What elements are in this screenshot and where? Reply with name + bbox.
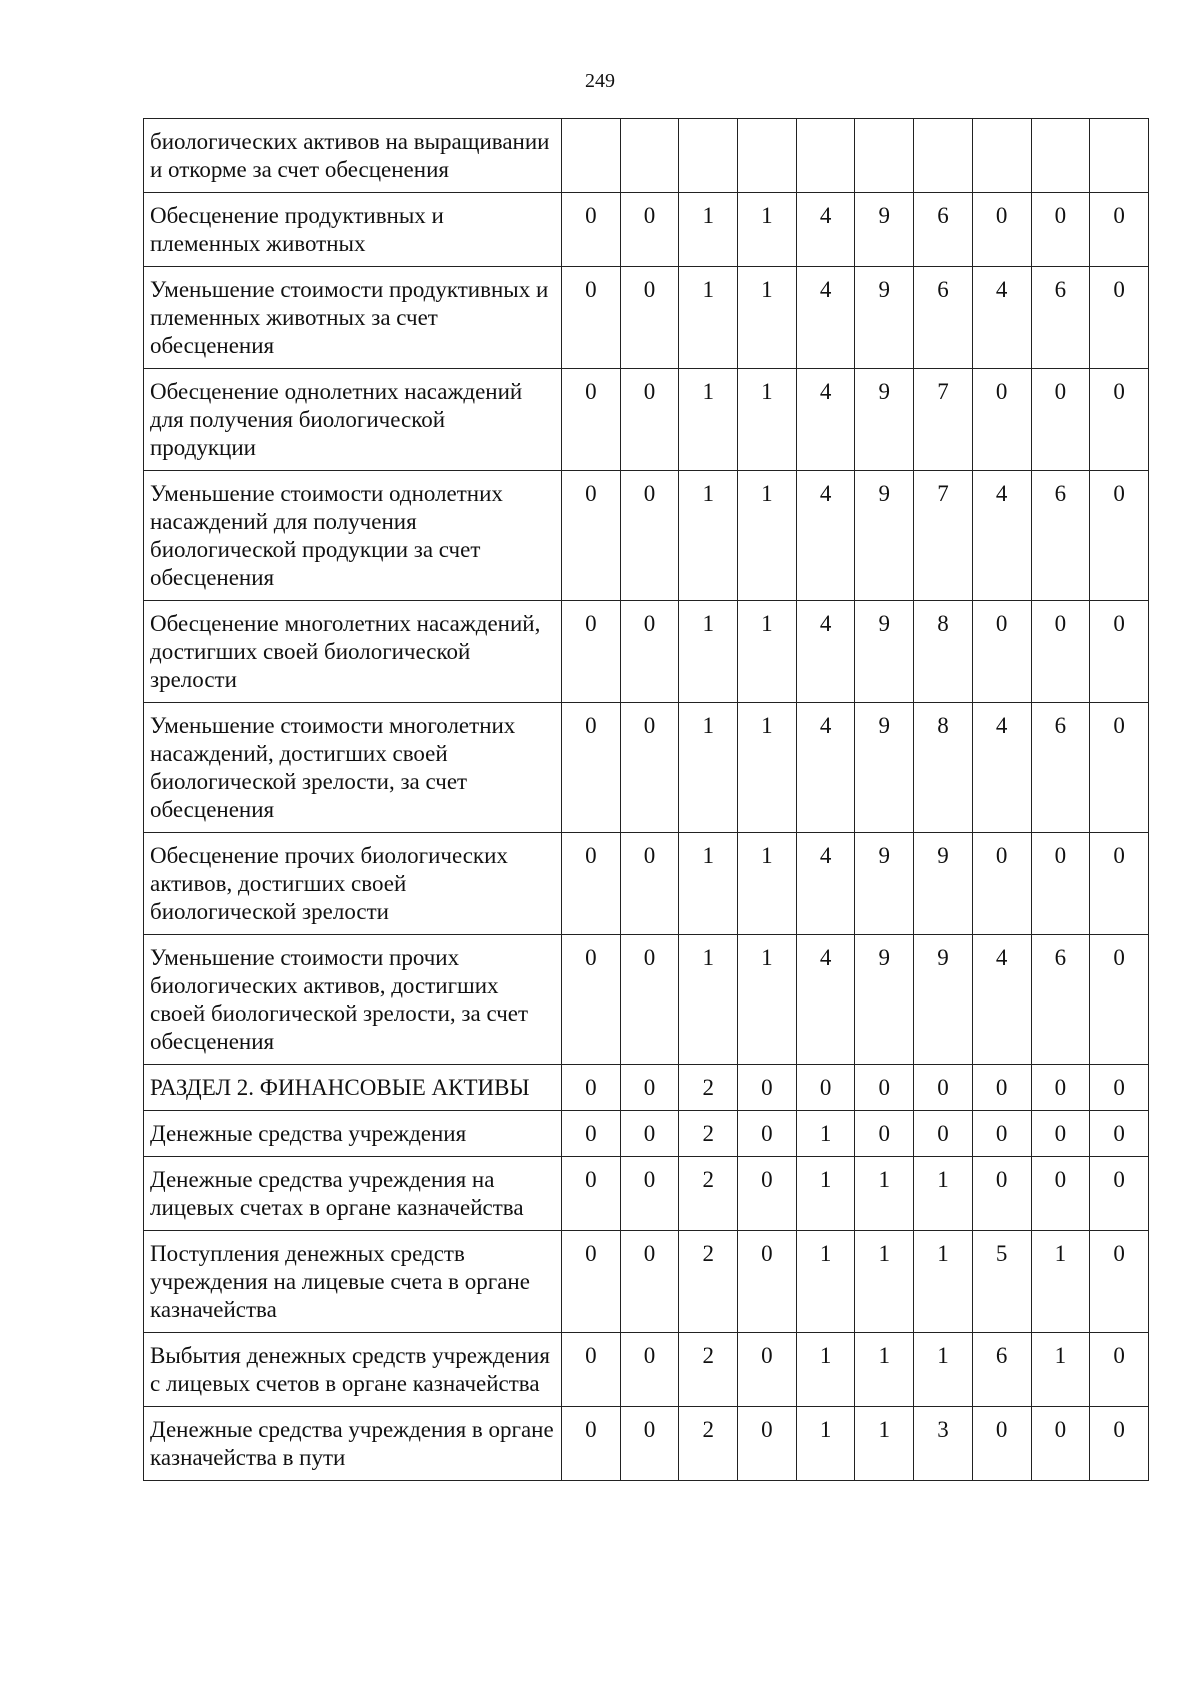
- code-digit-cell: 0: [972, 1407, 1031, 1481]
- code-digit-cell: 0: [562, 601, 621, 703]
- code-digit-cell: 0: [562, 193, 621, 267]
- code-digit-cell: 1: [738, 193, 797, 267]
- code-digit-cell: 9: [855, 267, 914, 369]
- code-digit-cell: 0: [1090, 833, 1149, 935]
- row-label: Выбытия денежных средств учреждения с лицевых счетов в органе казначейства: [144, 1333, 562, 1407]
- code-digit-cell: 5: [972, 1231, 1031, 1333]
- code-digit-cell: 1: [914, 1157, 973, 1231]
- code-digit-cell: 0: [1090, 369, 1149, 471]
- row-label: Денежные средства учреждения: [144, 1111, 562, 1157]
- code-digit-cell: 0: [914, 1065, 973, 1111]
- table-row: [144, 703, 1149, 833]
- code-digit-cell: 6: [914, 193, 973, 267]
- code-digit-cell: 0: [738, 1333, 797, 1407]
- code-digit-cell: [855, 119, 914, 193]
- account-codes-table: [143, 118, 1149, 1481]
- code-digit-cell: 6: [972, 1333, 1031, 1407]
- code-digit-cell: 0: [562, 1065, 621, 1111]
- code-digit-cell: 0: [738, 1407, 797, 1481]
- code-digit-cell: 0: [1090, 1157, 1149, 1231]
- table-row: [144, 1157, 1149, 1231]
- code-digit-cell: 1: [679, 935, 738, 1065]
- code-digit-cell: 1: [679, 193, 738, 267]
- code-digit-cell: 0: [620, 703, 679, 833]
- code-digit-cell: 0: [562, 1333, 621, 1407]
- code-digit-cell: 4: [972, 267, 1031, 369]
- code-digit-cell: 1: [679, 601, 738, 703]
- row-label: Обесценение продуктивных и племенных животных: [144, 193, 562, 267]
- code-digit-cell: 9: [855, 833, 914, 935]
- code-digit-cell: 4: [796, 703, 855, 833]
- code-digit-cell: 9: [914, 935, 973, 1065]
- code-digit-cell: 0: [562, 471, 621, 601]
- code-digit-cell: 0: [972, 833, 1031, 935]
- table-row: [144, 1333, 1149, 1407]
- table-row: [144, 1065, 1149, 1111]
- code-digit-cell: [1090, 119, 1149, 193]
- code-digit-cell: 0: [620, 1065, 679, 1111]
- code-digit-cell: 1: [855, 1407, 914, 1481]
- code-digit-cell: 0: [738, 1065, 797, 1111]
- row-label: биологических активов на выращивании и откорме за счет обесценения: [144, 119, 562, 193]
- code-digit-cell: 4: [972, 471, 1031, 601]
- code-digit-cell: 4: [796, 601, 855, 703]
- code-digit-cell: 1: [738, 267, 797, 369]
- code-digit-cell: 1: [738, 833, 797, 935]
- code-digit-cell: 6: [1031, 703, 1090, 833]
- code-digit-cell: 3: [914, 1407, 973, 1481]
- table-row: [144, 1111, 1149, 1157]
- code-digit-cell: 0: [1090, 1333, 1149, 1407]
- code-digit-cell: [914, 119, 973, 193]
- table-row: [144, 369, 1149, 471]
- code-digit-cell: 0: [562, 703, 621, 833]
- code-digit-cell: 0: [855, 1065, 914, 1111]
- code-digit-cell: 2: [679, 1065, 738, 1111]
- code-digit-cell: 4: [796, 833, 855, 935]
- code-digit-cell: 0: [620, 935, 679, 1065]
- code-digit-cell: 0: [1090, 1231, 1149, 1333]
- code-digit-cell: 0: [620, 1111, 679, 1157]
- code-digit-cell: 1: [914, 1231, 973, 1333]
- code-digit-cell: 1: [679, 703, 738, 833]
- code-digit-cell: 1: [738, 601, 797, 703]
- code-digit-cell: 0: [1090, 193, 1149, 267]
- code-digit-cell: 1: [679, 833, 738, 935]
- code-digit-cell: 0: [562, 369, 621, 471]
- code-digit-cell: 1: [796, 1157, 855, 1231]
- row-label: Уменьшение стоимости многолетних насаждений, достигших своей биологической зрелости, за счет обесценения: [144, 703, 562, 833]
- code-digit-cell: [972, 119, 1031, 193]
- code-digit-cell: 0: [620, 1407, 679, 1481]
- code-digit-cell: 9: [855, 193, 914, 267]
- code-digit-cell: 1: [796, 1333, 855, 1407]
- code-digit-cell: 0: [1031, 601, 1090, 703]
- code-digit-cell: 0: [1090, 471, 1149, 601]
- code-digit-cell: 1: [914, 1333, 973, 1407]
- code-digit-cell: 4: [796, 193, 855, 267]
- code-digit-cell: [796, 119, 855, 193]
- code-digit-cell: 0: [738, 1231, 797, 1333]
- code-digit-cell: 2: [679, 1407, 738, 1481]
- code-digit-cell: 4: [972, 935, 1031, 1065]
- code-digit-cell: 7: [914, 471, 973, 601]
- row-label: Обесценение многолетних насаждений, достигших своей биологической зрелости: [144, 601, 562, 703]
- row-label: РАЗДЕЛ 2. ФИНАНСОВЫЕ АКТИВЫ: [144, 1065, 562, 1111]
- code-digit-cell: 0: [620, 471, 679, 601]
- table-row: [144, 833, 1149, 935]
- code-digit-cell: 7: [914, 369, 973, 471]
- code-digit-cell: 0: [562, 935, 621, 1065]
- code-digit-cell: 6: [1031, 471, 1090, 601]
- code-digit-cell: 0: [562, 1111, 621, 1157]
- code-digit-cell: [620, 119, 679, 193]
- code-digit-cell: 0: [1031, 1111, 1090, 1157]
- code-digit-cell: 0: [738, 1157, 797, 1231]
- code-digit-cell: 1: [1031, 1333, 1090, 1407]
- table-body: [144, 119, 1149, 1481]
- code-digit-cell: 1: [679, 267, 738, 369]
- code-digit-cell: 0: [562, 1407, 621, 1481]
- table-row: [144, 119, 1149, 193]
- code-digit-cell: 0: [620, 601, 679, 703]
- table-row: [144, 601, 1149, 703]
- code-digit-cell: 1: [796, 1111, 855, 1157]
- row-label: Уменьшение стоимости продуктивных и племенных животных за счет обесценения: [144, 267, 562, 369]
- row-label: Обесценение однолетних насаждений для получения биологической продукции: [144, 369, 562, 471]
- code-digit-cell: 0: [562, 267, 621, 369]
- code-digit-cell: 0: [972, 601, 1031, 703]
- code-digit-cell: 9: [855, 471, 914, 601]
- code-digit-cell: 6: [914, 267, 973, 369]
- row-label: Уменьшение стоимости однолетних насаждений для получения биологической продукции за счет обесценения: [144, 471, 562, 601]
- code-digit-cell: 1: [855, 1157, 914, 1231]
- code-digit-cell: 1: [796, 1407, 855, 1481]
- code-digit-cell: 0: [620, 267, 679, 369]
- code-digit-cell: [679, 119, 738, 193]
- table-row: [144, 1407, 1149, 1481]
- table-row: [144, 471, 1149, 601]
- code-digit-cell: 0: [972, 1157, 1031, 1231]
- code-digit-cell: 0: [1031, 369, 1090, 471]
- code-digit-cell: 1: [738, 935, 797, 1065]
- code-digit-cell: [562, 119, 621, 193]
- code-digit-cell: 0: [1031, 193, 1090, 267]
- table-row: [144, 193, 1149, 267]
- code-digit-cell: 8: [914, 601, 973, 703]
- code-digit-cell: 9: [914, 833, 973, 935]
- row-label: Обесценение прочих биологических активов, достигших своей биологической зрелости: [144, 833, 562, 935]
- code-digit-cell: 0: [620, 833, 679, 935]
- code-digit-cell: 1: [679, 369, 738, 471]
- code-digit-cell: 0: [1090, 1111, 1149, 1157]
- code-digit-cell: 0: [1031, 1065, 1090, 1111]
- code-digit-cell: 0: [620, 1333, 679, 1407]
- code-digit-cell: 0: [1090, 1065, 1149, 1111]
- code-digit-cell: 4: [796, 369, 855, 471]
- code-digit-cell: 4: [796, 471, 855, 601]
- code-digit-cell: 0: [972, 1111, 1031, 1157]
- code-digit-cell: 1: [796, 1231, 855, 1333]
- code-digit-cell: 0: [620, 193, 679, 267]
- code-digit-cell: 4: [796, 267, 855, 369]
- table-row: [144, 935, 1149, 1065]
- code-digit-cell: 6: [1031, 267, 1090, 369]
- code-digit-cell: 1: [1031, 1231, 1090, 1333]
- code-digit-cell: 0: [562, 1231, 621, 1333]
- code-digit-cell: 1: [679, 471, 738, 601]
- code-digit-cell: 0: [738, 1111, 797, 1157]
- code-digit-cell: 9: [855, 935, 914, 1065]
- code-digit-cell: 0: [914, 1111, 973, 1157]
- code-digit-cell: 0: [972, 193, 1031, 267]
- code-digit-cell: 0: [1031, 833, 1090, 935]
- row-label: Денежные средства учреждения на лицевых счетах в органе казначейства: [144, 1157, 562, 1231]
- code-digit-cell: 0: [562, 833, 621, 935]
- code-digit-cell: 4: [972, 703, 1031, 833]
- code-digit-cell: 2: [679, 1333, 738, 1407]
- code-digit-cell: 0: [1090, 703, 1149, 833]
- code-digit-cell: 0: [972, 369, 1031, 471]
- code-digit-cell: 0: [1090, 267, 1149, 369]
- code-digit-cell: [1031, 119, 1090, 193]
- code-digit-cell: 2: [679, 1111, 738, 1157]
- code-digit-cell: 0: [972, 1065, 1031, 1111]
- code-digit-cell: 2: [679, 1157, 738, 1231]
- code-digit-cell: 0: [1090, 935, 1149, 1065]
- code-digit-cell: 8: [914, 703, 973, 833]
- code-digit-cell: 0: [1031, 1157, 1090, 1231]
- code-digit-cell: 4: [796, 935, 855, 1065]
- code-digit-cell: 1: [855, 1333, 914, 1407]
- code-digit-cell: 1: [855, 1231, 914, 1333]
- code-digit-cell: 0: [855, 1111, 914, 1157]
- table-row: [144, 1231, 1149, 1333]
- page-number: 249: [585, 70, 615, 92]
- code-digit-cell: 0: [796, 1065, 855, 1111]
- code-digit-cell: 9: [855, 601, 914, 703]
- code-digit-cell: 9: [855, 369, 914, 471]
- code-digit-cell: 2: [679, 1231, 738, 1333]
- code-digit-cell: 1: [738, 471, 797, 601]
- code-digit-cell: 0: [620, 369, 679, 471]
- code-digit-cell: 0: [1090, 1407, 1149, 1481]
- code-digit-cell: 0: [1031, 1407, 1090, 1481]
- row-label: Денежные средства учреждения в органе казначейства в пути: [144, 1407, 562, 1481]
- code-digit-cell: 1: [738, 369, 797, 471]
- code-digit-cell: 0: [1090, 601, 1149, 703]
- code-digit-cell: [738, 119, 797, 193]
- row-label: Поступления денежных средств учреждения на лицевые счета в органе казначейства: [144, 1231, 562, 1333]
- code-digit-cell: 1: [738, 703, 797, 833]
- table-row: [144, 267, 1149, 369]
- code-digit-cell: 6: [1031, 935, 1090, 1065]
- row-label: Уменьшение стоимости прочих биологических активов, достигших своей биологической зрелости, за счет обесценения: [144, 935, 562, 1065]
- code-digit-cell: 0: [620, 1231, 679, 1333]
- code-digit-cell: 9: [855, 703, 914, 833]
- code-digit-cell: 0: [562, 1157, 621, 1231]
- code-digit-cell: 0: [620, 1157, 679, 1231]
